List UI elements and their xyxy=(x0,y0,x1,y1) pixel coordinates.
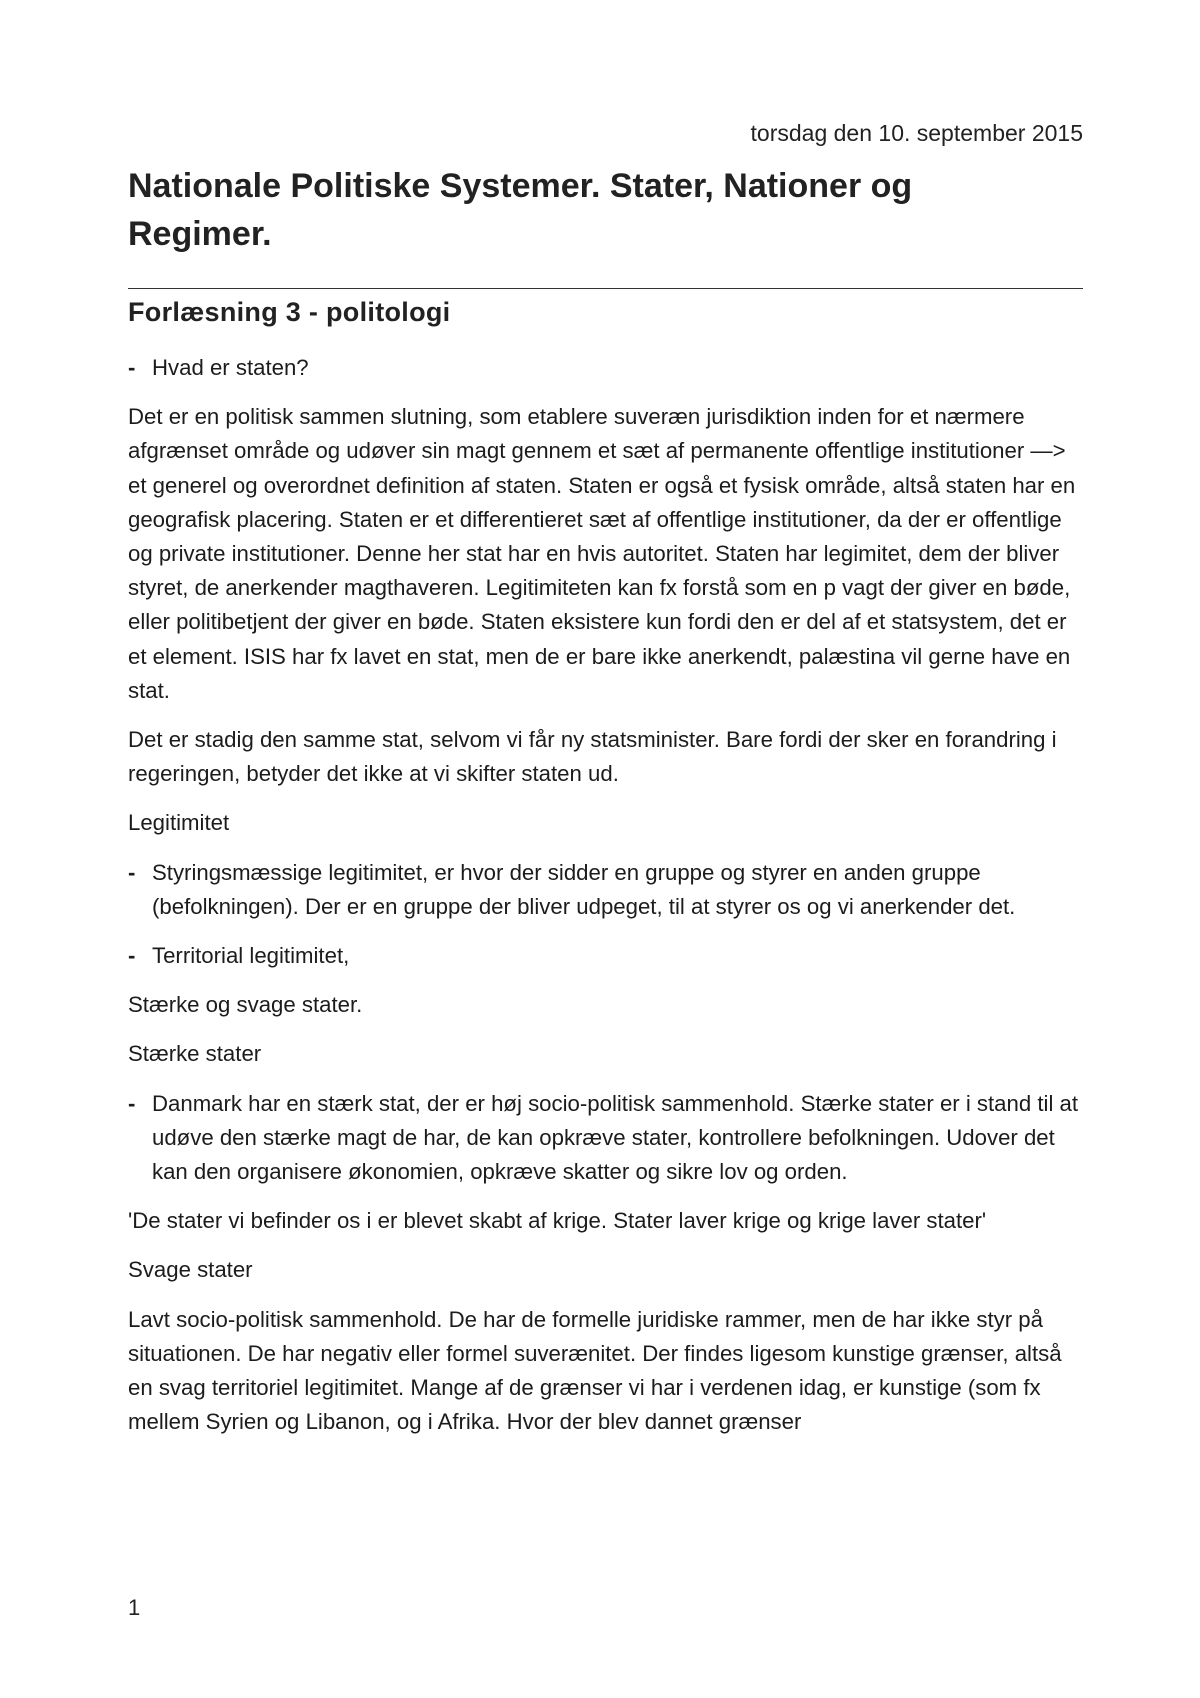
strong-weak-heading: Stærke og svage stater. xyxy=(128,992,363,1018)
bullet-dash: - xyxy=(128,1090,136,1116)
state-definition-paragraph: Det er en politisk sammen slutning, som etablere suveræn jurisdiktion inden for et nærmere afgrænset område og udøver sin magt gennem et sæt af permanente offentlige institutioner —> et generel og overordnet definition af staten. Staten er også et fysisk område, altså staten har en geografisk placering. Staten er et differentieret sæt af offentlige institutioner, da der er offentlige og private institutioner. Denne her stat har en hvis autoritet. Staten har legimitet, dem der bliver styret, de anerkender magthaveren. Legitimiteten kan fx forstå som en p vagt der giver en bøde, eller politibetjent der giver en bøde. Staten eksistere kun fordi den er del af et statsystem, det er et element. ISIS har fx lavet en stat, men de er bare ikke anerkendt, palæstina vil gerne have en stat. xyxy=(128,404,1076,703)
strong-states-text: Danmark har en stærk stat, der er høj socio-politisk sammenhold. Stærke stater er i stand til at udøve den stærke magt de har, de kan opkræve stater, kontrollere befolkningen. Udover det kan den organisere økonomien, opkræve skatter og sikre lov og orden. xyxy=(152,1090,1079,1185)
legitimacy-governance-text: Styringsmæssige legitimitet, er hvor der sidder en gruppe og styrer en anden gruppe (befolkningen). Der er en gruppe der bliver udpeget, til at styrer os og vi anerkender det. xyxy=(152,859,1016,919)
legitimacy-bullet-territorial xyxy=(128,939,1083,973)
document-date: torsdag den 10. september 2015 xyxy=(750,120,1083,146)
legitimacy-bullet-governance xyxy=(128,856,1083,924)
state-continuity-paragraph: Det er stadig den samme stat, selvom vi får ny statsminister. Bare fordi der sker en forandring i regeringen, betyder det ikke at vi skifter staten ud. xyxy=(128,727,1057,787)
document-body xyxy=(128,351,1083,1454)
strong-states-bullet xyxy=(128,1087,1083,1190)
weak-states-paragraph: Lavt socio-politisk sammenhold. De har de formelle juridiske rammer, men de har ikke styr på situationen. De har negativ eller formel suverænitet. Der findes ligesom kunstige grænser, altså en svag territoriel legitimitet. Mange af de grænser vi har i verdenen idag, er kunstige (som fx mellem Syrien og Libanon, og i Afrika. Hvor der blev dannet grænser xyxy=(128,1306,1062,1435)
weak-states-heading: Svage stater xyxy=(128,1257,253,1283)
legitimacy-heading: Legitimitet xyxy=(128,810,230,836)
bullet-dash: - xyxy=(128,943,136,969)
question-text: Hvad er staten? xyxy=(152,355,309,380)
legitimacy-territorial-text: Territorial legitimitet, xyxy=(152,943,350,969)
document-title: Nationale Politiske Systemer. Stater, Nationer og Regimer. xyxy=(128,167,913,253)
question-bullet xyxy=(128,351,1083,385)
bullet-dash: - xyxy=(128,859,136,885)
lecture-subtitle: Forlæsning 3 - politologi xyxy=(128,297,451,327)
bullet-dash: - xyxy=(128,355,136,380)
strong-states-heading: Stærke stater xyxy=(128,1041,262,1067)
page-number: 1 xyxy=(128,1595,141,1620)
war-quote: 'De stater vi befinder os i er blevet skabt af krige. Stater laver krige og krige laver stater' xyxy=(128,1208,987,1234)
title-divider xyxy=(128,288,1083,289)
